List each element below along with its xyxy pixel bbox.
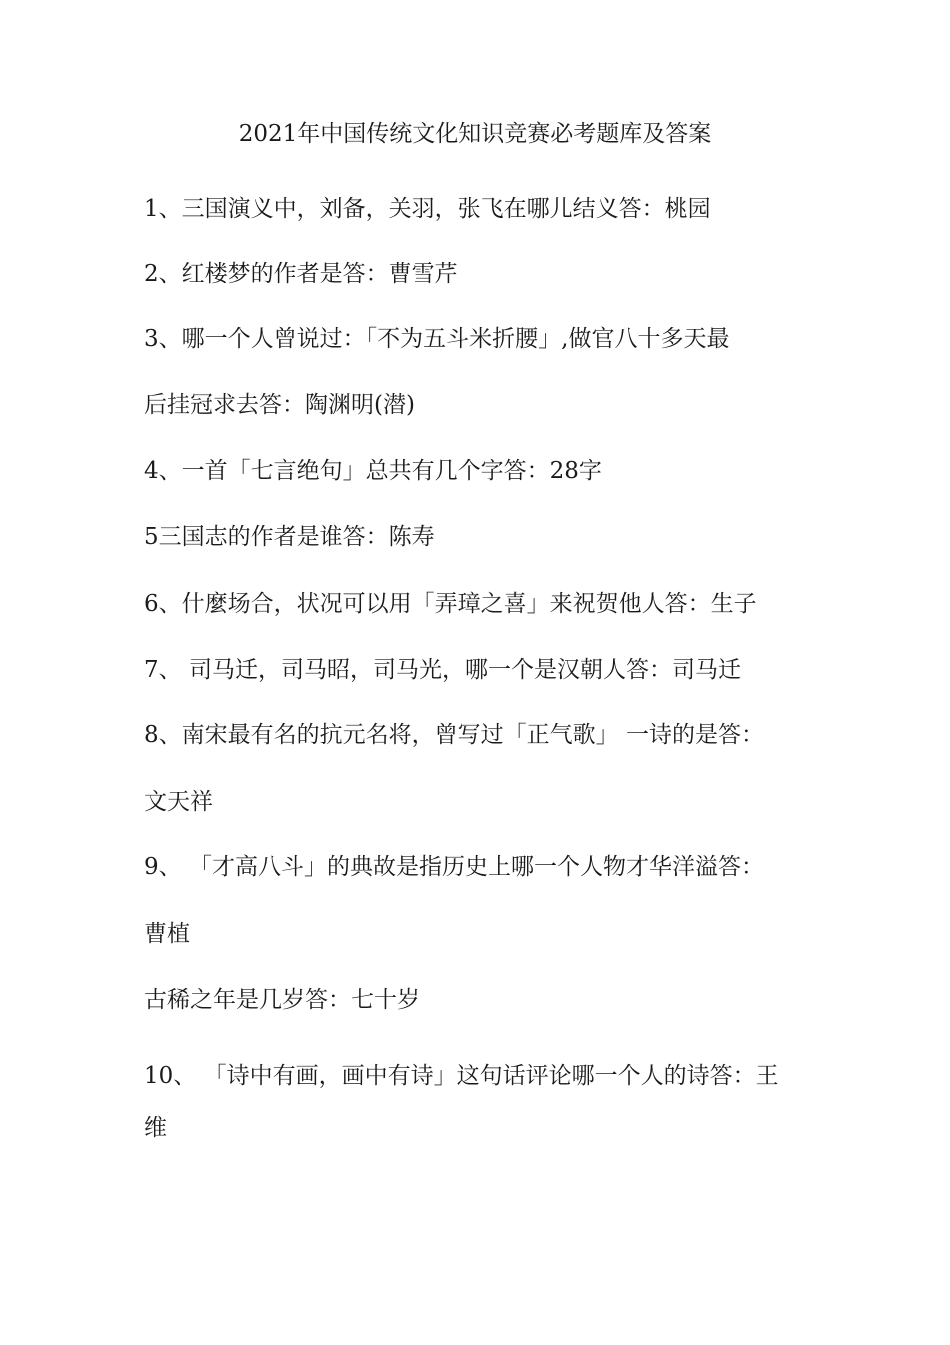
- text-line-q10: 10、 「诗中有画，画中有诗」这句话评论哪一个人的诗答：王: [144, 1063, 779, 1089]
- text-line-q9-cont: 曹植: [144, 921, 190, 947]
- text-line-q3-cont: 后挂冠求去答：陶渊明(潜): [144, 392, 415, 418]
- text-line-q5: 5三国志的作者是谁答：陈寿: [144, 524, 435, 550]
- text-line-q9: 9、 「才高八斗」的典故是指历史上哪一个人物才华洋溢答：: [144, 854, 764, 880]
- text-line-q2: 2、红楼梦的作者是答：曹雪芹: [144, 261, 458, 287]
- text-line-q10-cont: 维: [144, 1115, 167, 1141]
- text-line-q7: 7、 司马迁，司马昭，司马光，哪一个是汉朝人答：司马迁: [144, 657, 741, 683]
- text-line-q4: 4、一首「七言绝句」总共有几个字答：28字: [144, 458, 602, 484]
- text-line-extra: 古稀之年是几岁答：七十岁: [144, 987, 420, 1013]
- text-line-q3: 3、哪一个人曾说过：「不为五斗米折腰」,做官八十多天最: [144, 326, 730, 352]
- text-line-q8-cont: 文天祥: [144, 789, 213, 815]
- text-line-q6: 6、什麼场合，状况可以用「弄璋之喜」来祝贺他人答：生子: [144, 591, 757, 617]
- document-title: 2021年中国传统文化知识竞赛必考题库及答案: [238, 121, 712, 147]
- text-line-q1: 1、三国演义中，刘备，关羽，张飞在哪儿结义答：桃园: [144, 196, 711, 222]
- text-line-q8: 8、南宋最有名的抗元名将，曾写过「正气歌」 一诗的是答：: [144, 722, 764, 748]
